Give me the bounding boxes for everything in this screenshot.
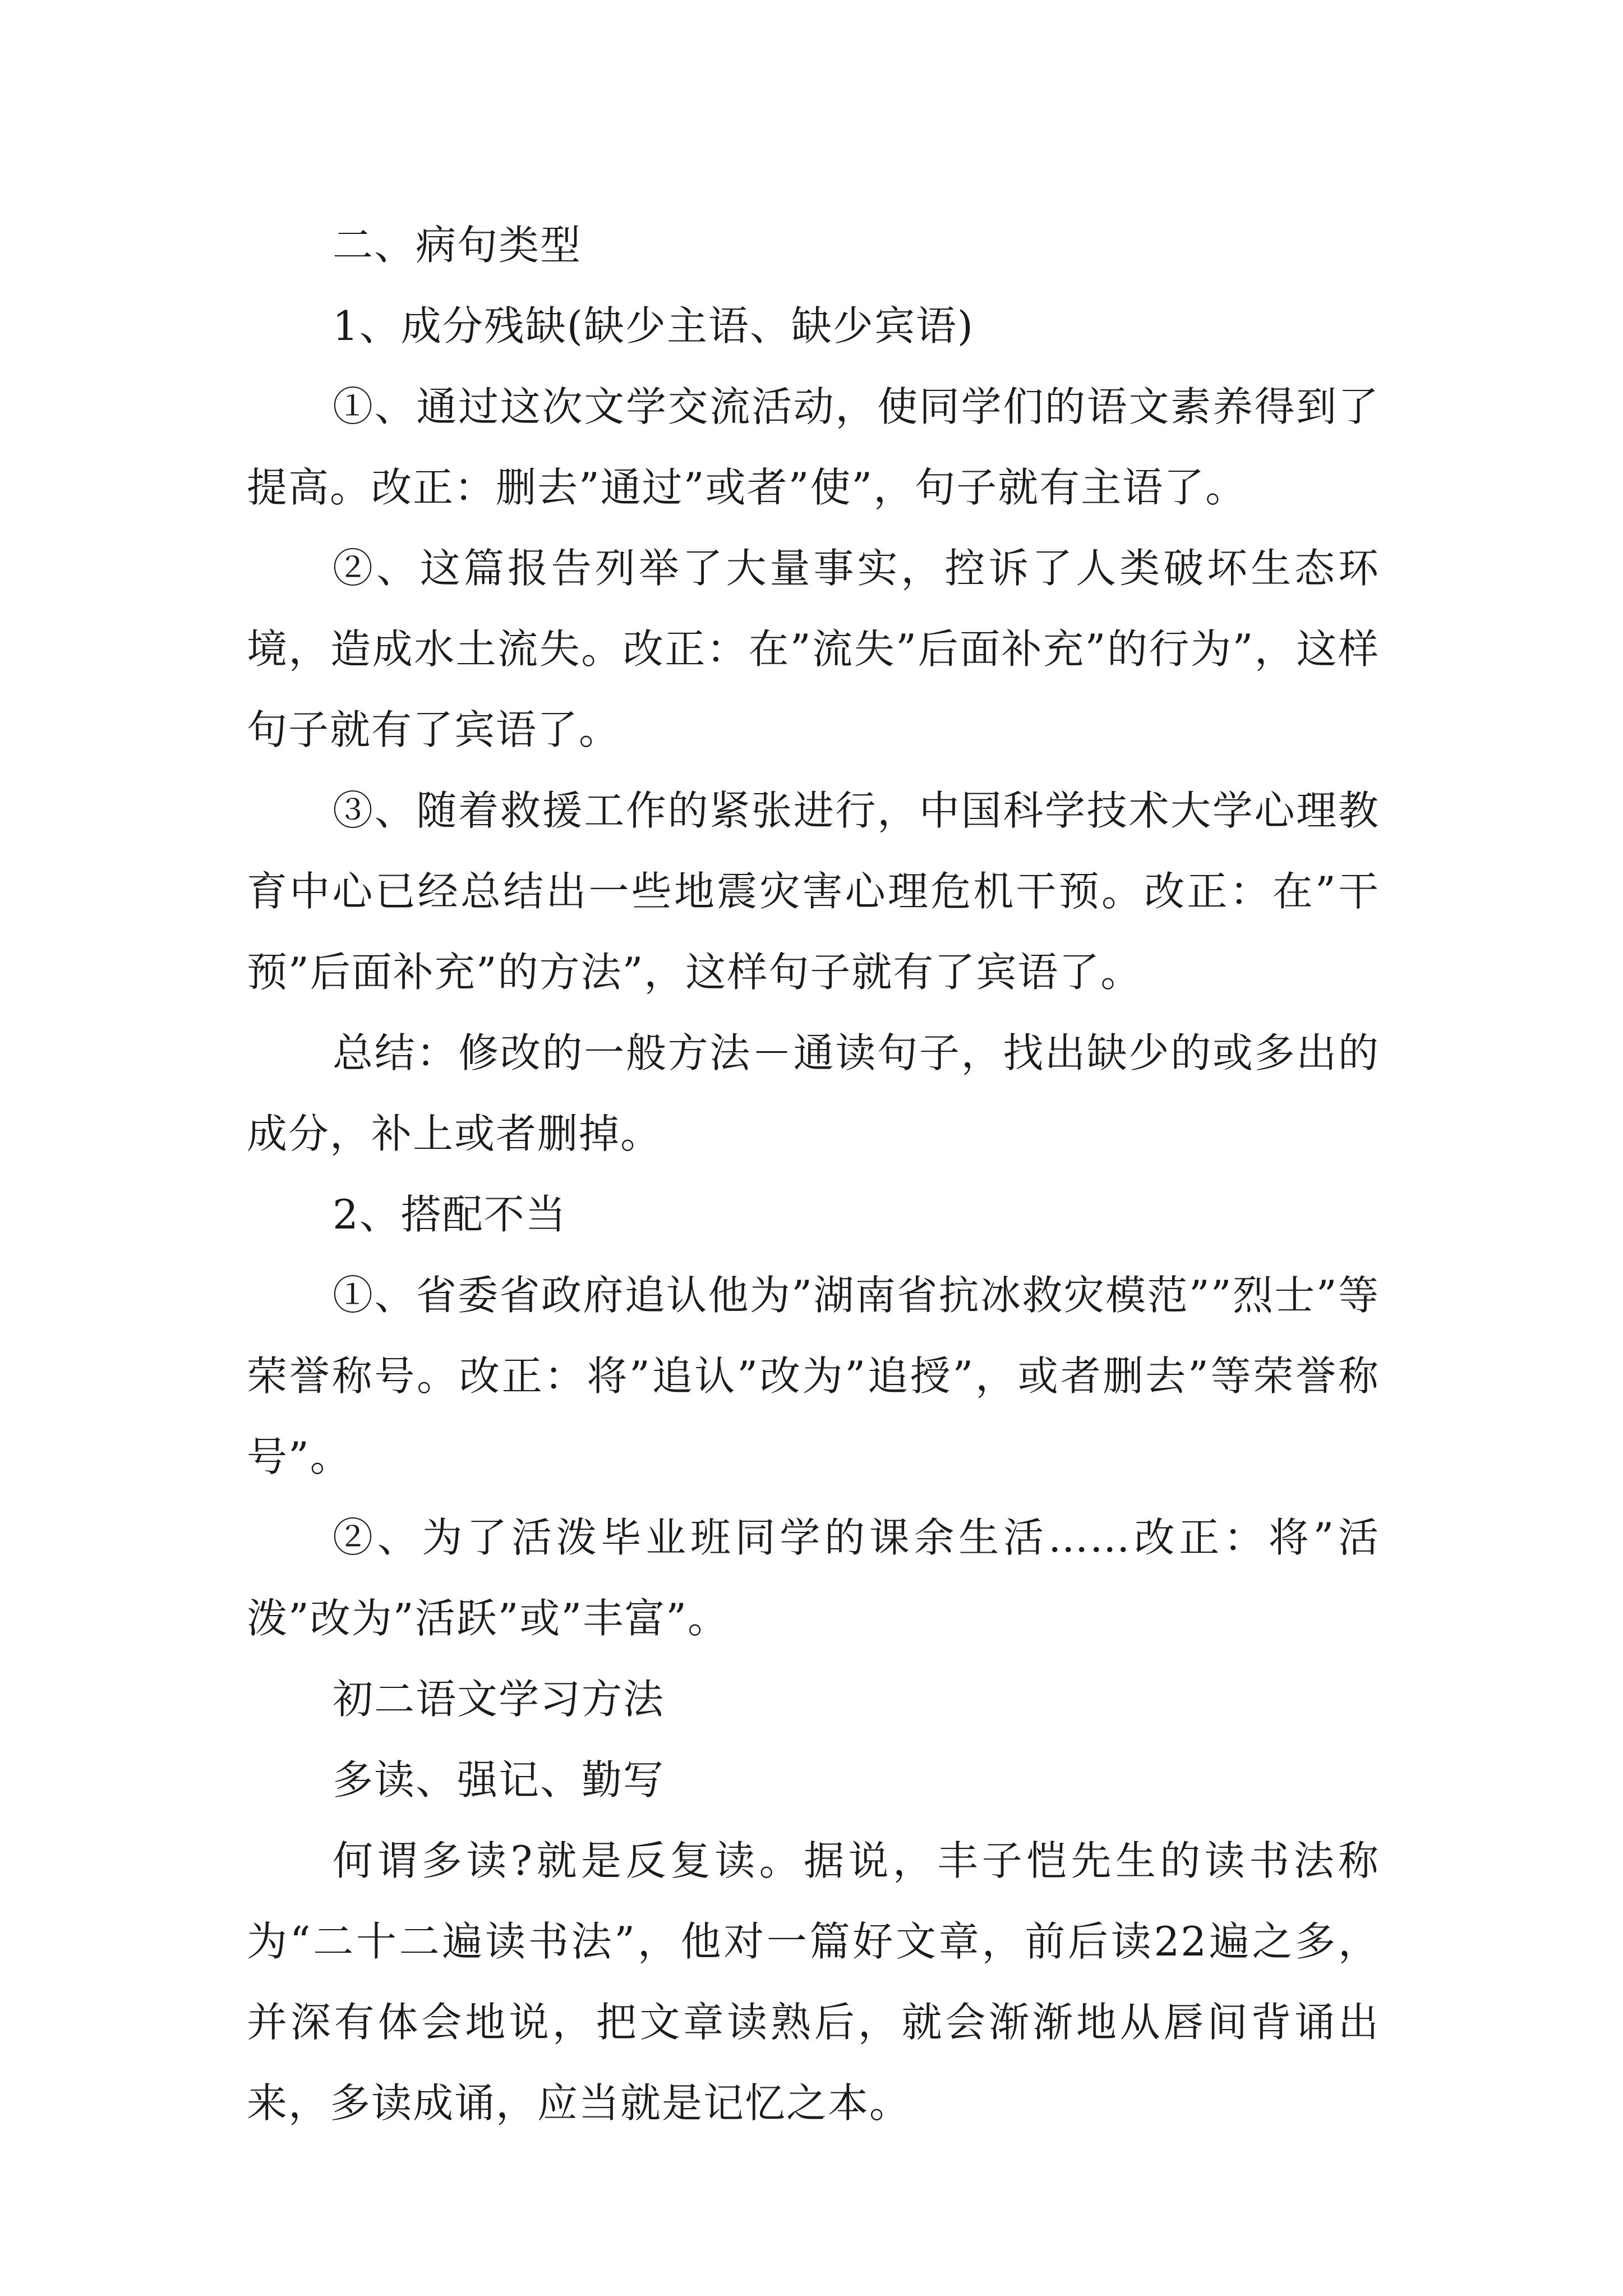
document-body [247,205,1380,2143]
collocation-example-1: ①、省委省政府追认他为”湖南省抗冰救灾模范””烈士”等荣誉称号。改正：将”追认”改为”追授”，或者删去”等荣誉称号”。 [247,1272,1380,1480]
subheading-read-memorize-write: 多读、强记、勤写 [333,1756,665,1803]
heading-study-methods: 初二语文学习方法 [333,1676,665,1723]
collocation-example-2: ②、为了活泼毕业班同学的课余生活……改正：将”活泼”改为”活跃”或”丰富”。 [247,1514,1380,1642]
reading-method-paragraph: 何谓多读?就是反复读。据说，丰子恺先生的读书法称为“二十二遍读书法”，他对一篇好文章，前后读22遍之多，并深有体会地说，把文章读熟后，就会渐渐地从唇间背诵出来，多读成诵，应当就是记忆之本。 [247,1837,1380,2127]
summary-paragraph: 总结：修改的一般方法－通读句子，找出缺少的或多出的成分，补上或者删掉。 [247,1029,1380,1157]
example-paragraph-1: ①、通过这次文学交流活动，使同学们的语文素养得到了提高。改正：删去”通过”或者”使”，句子就有主语了。 [247,383,1380,511]
section-heading-sentence-types: 二、病句类型 [333,222,582,269]
subheading-improper-collocation: 2、搭配不当 [333,1191,567,1238]
example-paragraph-2: ②、这篇报告列举了大量事实，控诉了人类破坏生态环境，造成水土流失。改正：在”流失”后面补充”的行为”，这样句子就有了宾语了。 [247,545,1380,753]
example-paragraph-3: ③、随着救援工作的紧张进行，中国科学技术大学心理教育中心已经总结出一些地震灾害心理危机干预。改正：在”干预”后面补充”的方法”，这样句子就有了宾语了。 [247,787,1380,996]
subheading-missing-components: 1、成分残缺(缺少主语、缺少宾语) [333,302,974,349]
